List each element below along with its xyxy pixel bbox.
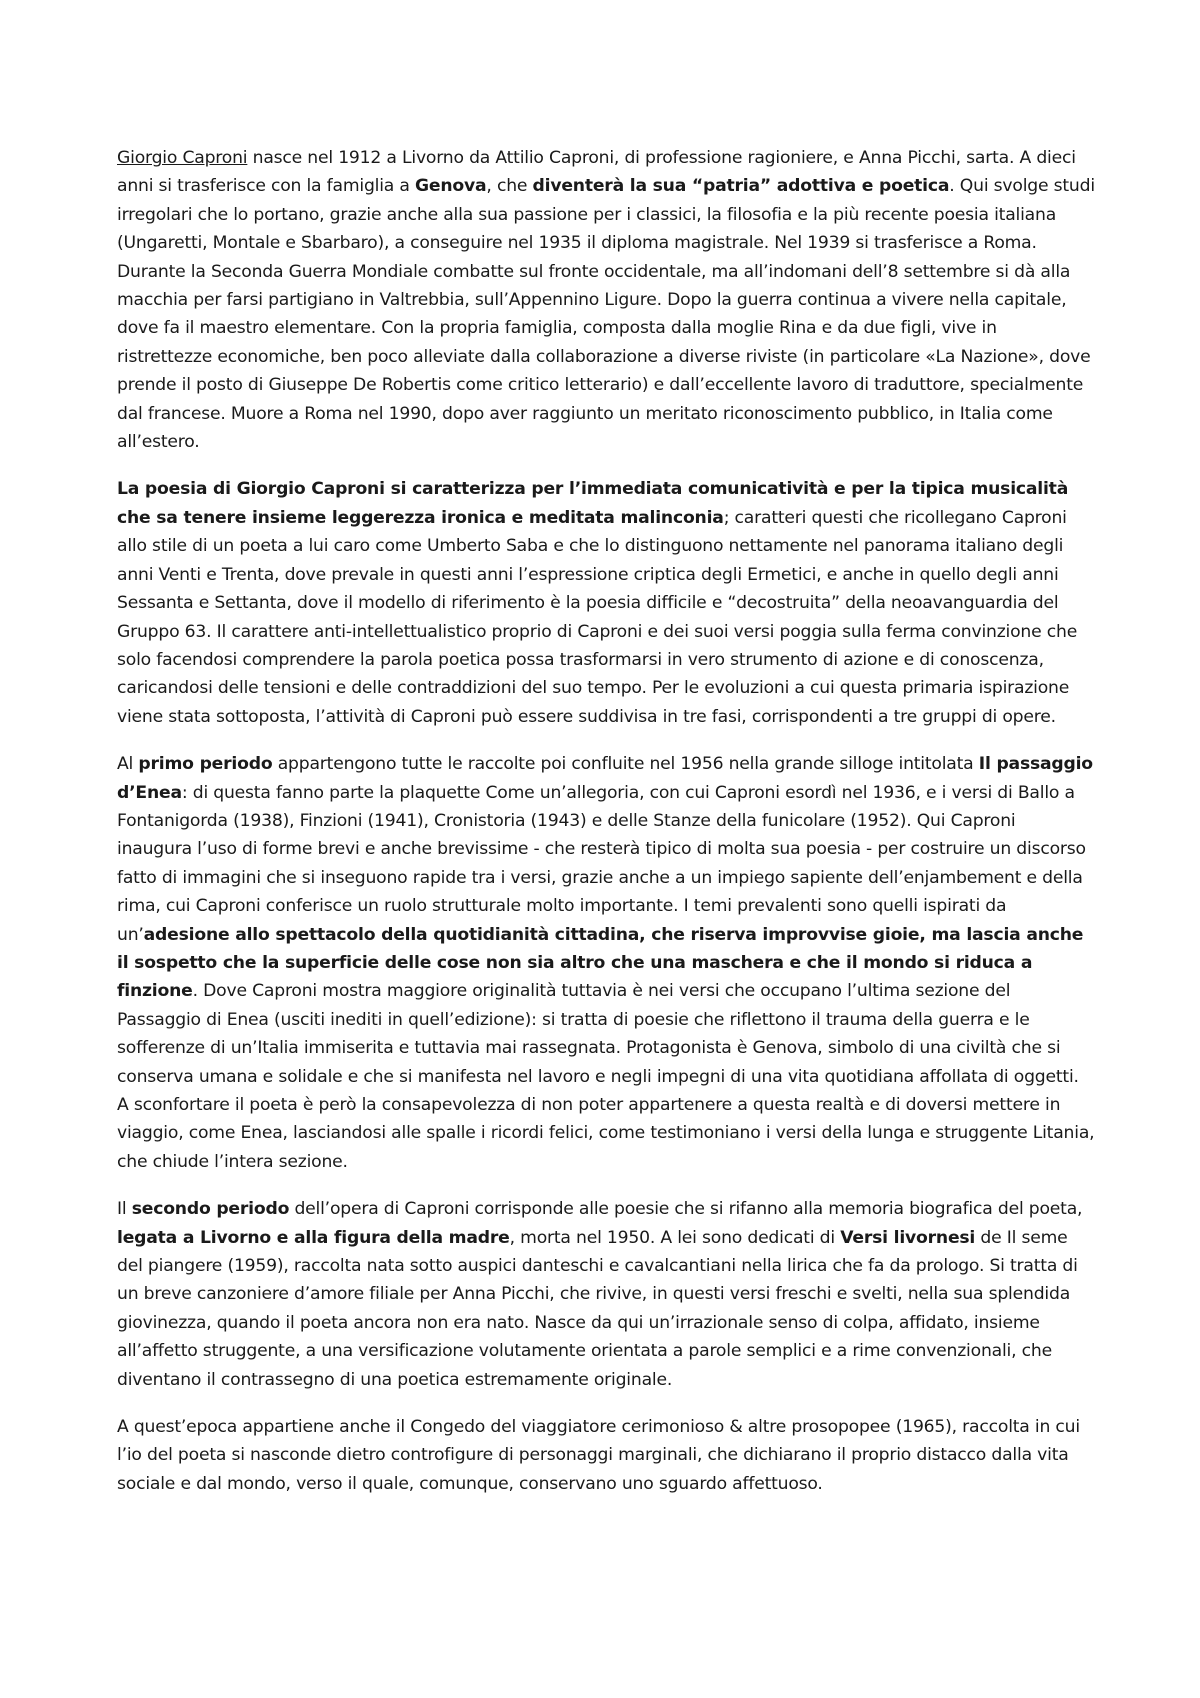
text-segment: Giorgio Caproni: [117, 148, 248, 168]
paragraph-poetics: [117, 475, 1095, 731]
text-segment: ; caratteri questi che ricollegano Caproni allo stile di un poeta a lui caro come Umberto Saba e che lo distinguono nettamente nel panorama italiano degli anni Venti e Trenta, dove prevale in questi anni l’espressione criptica degli Ermetici, e anche in quello degli anni Sessanta e Settanta, dove il modello di riferimento è la poesia difficile e “decostruita” della neoavanguardia del Gruppo 63. Il carattere anti-intellettualistico proprio di Caproni e dei suoi versi poggia sulla ferma convinzione che solo facendosi comprendere la parola poetica possa trasformarsi in vero strumento di azione e di conoscenza, caricandosi delle tensioni e delle contraddizioni del suo tempo. Per le evoluzioni a cui questa primaria ispirazione viene stata sottoposta, l’attività di Caproni può essere suddivisa in tre fasi, corrispondenti a tre gruppi di opere.: [117, 507, 1078, 727]
text-segment: A quest’epoca appartiene anche il Congedo del viaggiatore cerimonioso & altre prosopopee (1965), raccolta in cui l’io del poeta si nasconde dietro controfigure di personaggi marginali, che dichiarano il proprio distacco dalla vita sociale e dal mondo, verso il quale, comunque, conservano uno sguardo affettuoso.: [117, 1417, 1080, 1494]
text-segment: secondo periodo: [131, 1199, 290, 1220]
text-segment: . Qui svolge studi irregolari che lo portano, grazie anche alla sua passione per i classici, la filosofia e la più recente poesia italiana (Ungaretti, Montale e Sbarbaro), a conseguire nel 1935 il diploma magistrale. Nel 1939 si trasferisce a Roma. Durante la Seconda Guerra Mondiale combatte sul fronte occidentale, ma all’indomani dell’8 settembre si dà alla macchia per farsi partigiano in Valtrebbia, sull’Appennino Ligure. Dopo la guerra continua a vivere nella capitale, dove fa il maestro elementare. Con la propria famiglia, composta dalla moglie Rina e da due figli, vive in ristrettezze economiche, ben poco alleviate dalla collaborazione a diverse riviste (in particolare «La Nazione», dove prende il posto di Giuseppe De Robertis come critico letterario) e dall’eccellente lavoro di traduttore, specialmente dal francese. Muore a Roma nel 1990, dopo aver raggiunto un meritato riconoscimento pubblico, in Italia come all’estero.: [117, 176, 1095, 453]
text-segment: La poesia di Giorgio Caproni si caratterizza per l’immediata comunicatività e per la tipica musicalità che sa tenere insieme leggerezza ironica e meditata malinconia: [117, 479, 1069, 528]
text-segment: primo periodo: [138, 754, 273, 775]
text-segment: Versi livornesi: [840, 1227, 976, 1248]
text-segment: appartengono tutte le raccolte poi confluite nel 1956 nella grande silloge intitolata: [272, 754, 979, 775]
text-segment: nasce nel 1912 a Livorno da Attilio Caproni, di professione ragioniere, e Anna Picchi, sarta. A dieci anni si trasferisce con la famiglia a: [117, 148, 1076, 197]
paragraph-second-period: [117, 1195, 1095, 1394]
text-segment: Genova: [415, 176, 487, 197]
paragraph-first-period: [117, 750, 1095, 1176]
paragraph-congedo: [117, 1413, 1095, 1498]
text-segment: : di questa fanno parte la plaquette Come un’allegoria, con cui Caproni esordì nel 1936, e i versi di Ballo a Fontanigorda (1938), Finzioni (1941), Cronistoria (1943) e delle Stanze della funicolare (1952). Qui Caproni inaugura l’uso di forme brevi e anche brevissime - che resterà tipico di molta sua poesia - per costruire un discorso fatto di immagini che si inseguono rapide tra i versi, grazie anche a un impiego sapiente dell’enjambement e della rima, cui Caproni conferisce un ruolo strutturale molto importante. I temi prevalenti sono quelli ispirati da un’: [117, 782, 1086, 945]
text-segment: legata a Livorno e alla figura della madre: [117, 1227, 510, 1248]
paragraph-biography: [117, 144, 1095, 456]
text-segment: adesione allo spettacolo della quotidianità cittadina, che riserva improvvise gioie, ma lascia anche il sospetto che la superficie delle cose non sia altro che una maschera e che il mondo si riduca a finzione: [117, 924, 1084, 1002]
text-segment: , morta nel 1950. A lei sono dedicati di: [509, 1227, 841, 1248]
document-page: [117, 144, 1095, 1517]
text-segment: de Il seme del piangere (1959), raccolta nata sotto auspici danteschi e cavalcantiani nella lirica che fa da prologo. Si tratta di un breve canzoniere d’amore filiale per Anna Picchi, che rivive, in questi versi freschi e svelti, nella sua splendida giovinezza, quando il poeta ancora non era nato. Nasce da qui un’irrazionale senso di colpa, affidato, insieme all’affetto struggente, a una versificazione volutamente orientata a parole semplici e a rime convenzionali, che diventano il contrassegno di una poetica estremamente originale.: [117, 1227, 1078, 1390]
text-segment: diventerà la sua “patria” adottiva e poetica: [532, 176, 950, 197]
text-segment: . Dove Caproni mostra maggiore originalità tuttavia è nei versi che occupano l’ultima sezione del Passaggio di Enea (usciti inediti in quell’edizione): si tratta di poesie che riflettono il trauma della guerra e le sofferenze di un’Italia immiserita e tuttavia mai rassegnata. Protagonista è Genova, simbolo di una civiltà che si conserva umana e solidale e che si manifesta nel lavoro e negli impegni di una vita quotidiana affollata di oggetti. A sconfortare il poeta è però la consapevolezza di non poter appartenere a questa realtà e di doversi mettere in viaggio, come Enea, lasciandosi alle spalle i ricordi felici, come testimoniano i versi della lunga e struggente Litania, che chiude l’intera sezione.: [117, 981, 1095, 1172]
text-segment: Al: [117, 754, 139, 775]
text-segment: , che: [486, 176, 533, 197]
text-segment: Il: [117, 1199, 132, 1220]
text-segment: Il passaggio d’Enea: [117, 754, 1093, 803]
text-segment: dell’opera di Caproni corrisponde alle poesie che si rifanno alla memoria biografica del poeta,: [289, 1199, 1083, 1220]
